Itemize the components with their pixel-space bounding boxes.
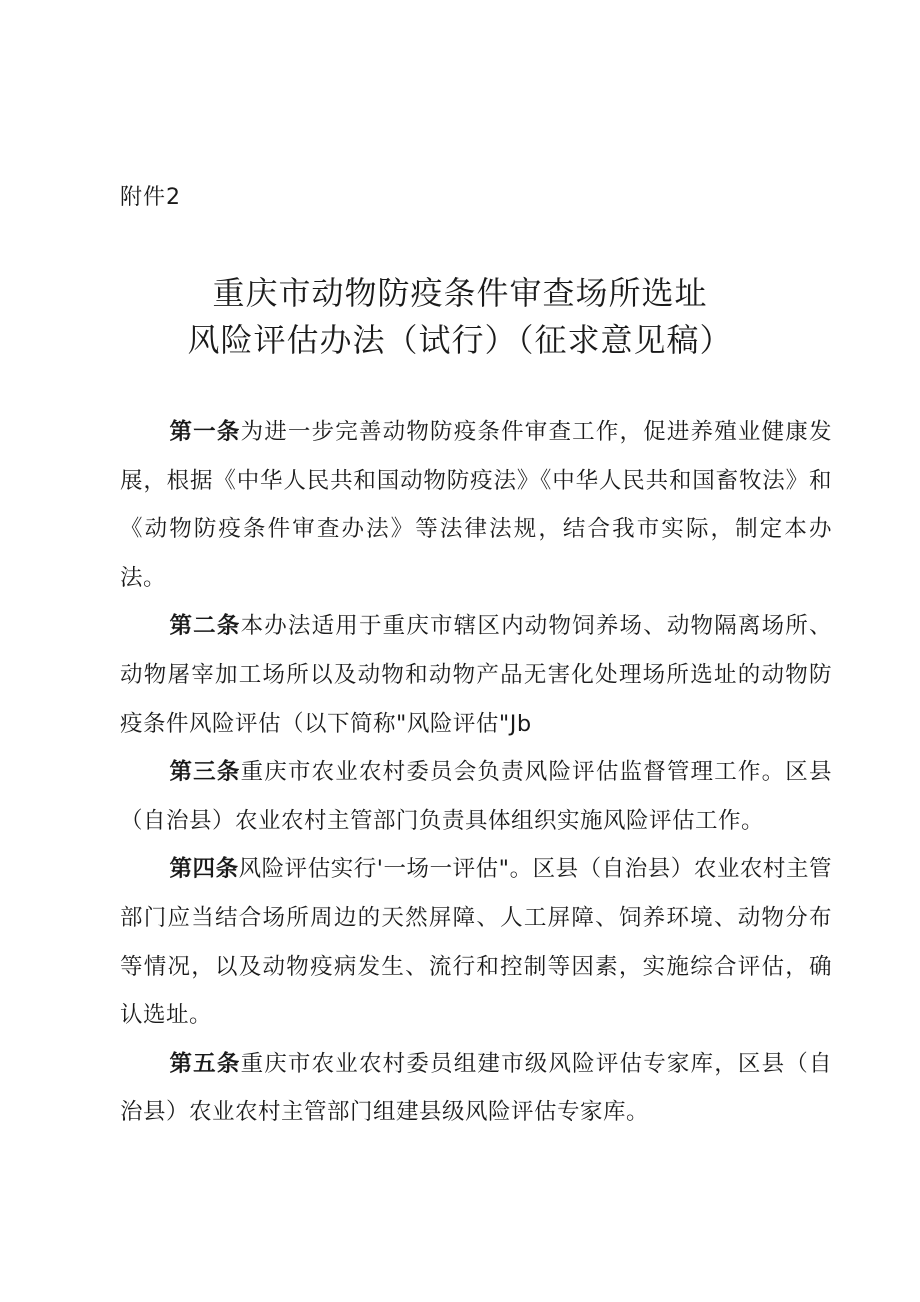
article-1-heading: 第一条 (169, 419, 241, 445)
document-body (120, 408, 832, 1137)
article-2-text: 本办法适用于重庆市辖区内动物饲养场、动物隔离场所、动物屠宰加工场所以及动物和动物产品无害化处理场所选址的动物防疫条件风险评估（以下简称"风险评估"Jb (120, 613, 832, 737)
article-4 (120, 845, 832, 1039)
article-4-heading: 第四条 (169, 856, 239, 883)
article-1 (120, 408, 832, 602)
document-title-line-1: 重庆市动物防疫条件审查场所选址 (212, 274, 708, 312)
article-2-heading: 第二条 (169, 613, 241, 640)
article-3-text: 重庆市农业农村委员会负责风险评估监督管理工作。区县（自治县）农业农村主管部门负责具体组织实施风险评估工作。 (120, 759, 832, 834)
document-title-line-2: 风险评估办法（试行）（征求意见稿） (187, 321, 733, 359)
article-4-text: 风险评估实行'一场一评估"。区县（自治县）农业农村主管部门应当结合场所周边的天然屏障、人工屏障、饲养环境、动物分布等情况，以及动物疫病发生、流行和控制等因素，实施综合评估，确认选址。 (120, 856, 832, 1029)
article-3-heading: 第三条 (169, 759, 241, 786)
article-2 (120, 602, 832, 748)
article-1-text: 为进一步完善动物防疫条件审查工作，促进养殖业健康发展，根据《中华人民共和国动物防疫法》《中华人民共和国畜牧法》和《动物防疫条件审查办法》等法律法规，结合我市实际，制定本办法。 (120, 419, 832, 591)
article-5-heading: 第五条 (169, 1050, 241, 1077)
article-5 (120, 1040, 832, 1137)
article-3 (120, 748, 832, 845)
article-5-text: 重庆市农业农村委员组建市级风险评估专家库，区县（自治县）农业农村主管部门组建县级风险评估专家库。 (120, 1050, 832, 1126)
attachment-label: 附件2 (120, 185, 181, 210)
